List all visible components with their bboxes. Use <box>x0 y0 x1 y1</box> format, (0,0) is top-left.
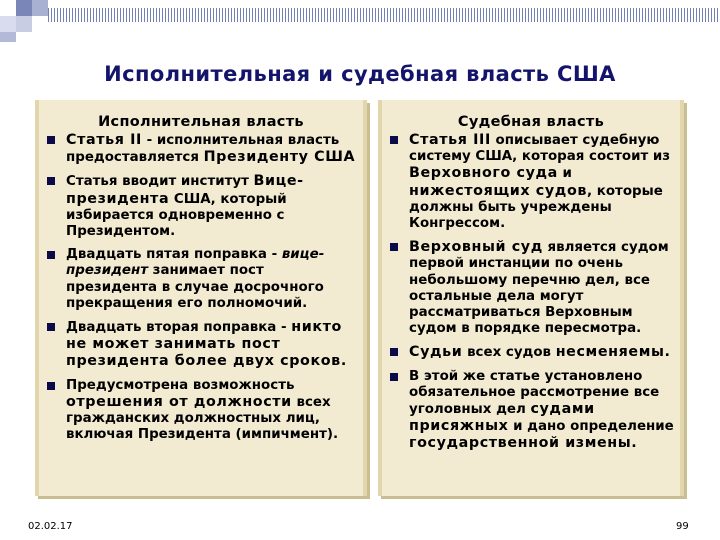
list-item-text: Двадцать вторая поправка - <box>66 320 292 336</box>
slide-date: 02.02.17 <box>28 521 73 532</box>
square-bullet-icon <box>390 136 398 144</box>
square-bullet-icon <box>47 251 55 259</box>
square-bullet-icon <box>47 177 55 185</box>
list-item-text: всех судов <box>462 345 556 361</box>
list-item <box>47 378 357 444</box>
list-item-text: В этой же статье установлено обязательное рассмотрение все уголовных дел <box>409 368 660 418</box>
square-bullet-icon <box>47 323 55 331</box>
list-item-text: судами присяжных <box>409 401 595 435</box>
list-item-text: - исполнительная власть предоставляется <box>66 133 340 166</box>
square-bullet-icon <box>390 348 398 356</box>
list-item <box>47 319 357 371</box>
list-item-text: и дано определение <box>508 419 674 435</box>
list-item-text: нижестоящих судов <box>409 182 588 199</box>
list-item-text: Статья III <box>409 132 491 148</box>
list-item-text: всех гражданских должностных лиц, включая Президента (импичмент). <box>66 394 339 443</box>
square-bullet-icon <box>47 136 55 144</box>
list-item-text: Верховного суда <box>409 165 558 182</box>
judicial-power-panel <box>378 100 684 496</box>
list-item-text: Президенту США <box>203 149 356 166</box>
panel-heading: Исполнительная власть <box>98 114 304 130</box>
list-item-text: , которые должны быть учреждены Конгрессом. <box>409 183 663 232</box>
list-item-text: является судом первой инстанции по очень небольшому перечню дел, все остальные дела могут рассматриваться Верховным судом в порядке пересмотра. <box>409 240 669 337</box>
list-item-text: Судьи <box>409 344 463 361</box>
list-item-text: и <box>557 166 572 182</box>
list-item <box>47 132 357 166</box>
slide-title: Исполнительная и судебная власть США <box>104 62 616 86</box>
list-item-text: Вице-президента <box>66 173 304 207</box>
list-item-text: никто не может занимать пост президента более двух сроков. <box>66 319 347 370</box>
list-item-text: занимает пост президента в случае досрочного прекращения его полномочий. <box>66 263 324 311</box>
square-bullet-icon <box>47 382 55 390</box>
list-item-text: Двадцать пятая поправка - <box>66 247 282 263</box>
list-item <box>390 344 674 361</box>
list-item-text: США, который избирается одновременно с Президентом. <box>66 191 287 240</box>
list-item-text: несменяемы. <box>555 344 671 361</box>
executive-power-panel <box>35 100 367 496</box>
list-item <box>47 247 357 312</box>
panel-heading: Судебная власть <box>457 114 605 130</box>
list-item-text: вице-президент <box>66 247 325 279</box>
list-item-text: государственной измены. <box>409 435 638 452</box>
square-bullet-icon <box>390 243 398 251</box>
list-item-text: описывает судебную систему США, которая состоит из <box>409 133 671 165</box>
list-item <box>390 132 674 232</box>
top-decorative-bar <box>48 8 720 22</box>
list-item-text: Статья II <box>66 132 142 148</box>
bullet-list <box>378 132 684 453</box>
bullet-list <box>35 132 367 443</box>
list-item <box>47 173 357 240</box>
list-item-text: отрешения от должности <box>66 393 292 410</box>
list-item-text: Статья вводит институт <box>66 174 254 190</box>
list-item-text: Предусмотрена возможность <box>66 377 295 393</box>
page-number: 99 <box>676 521 689 532</box>
list-item-text: Верховный суд <box>409 239 543 256</box>
list-item <box>390 369 674 453</box>
square-bullet-icon <box>390 373 398 381</box>
list-item <box>390 239 674 337</box>
